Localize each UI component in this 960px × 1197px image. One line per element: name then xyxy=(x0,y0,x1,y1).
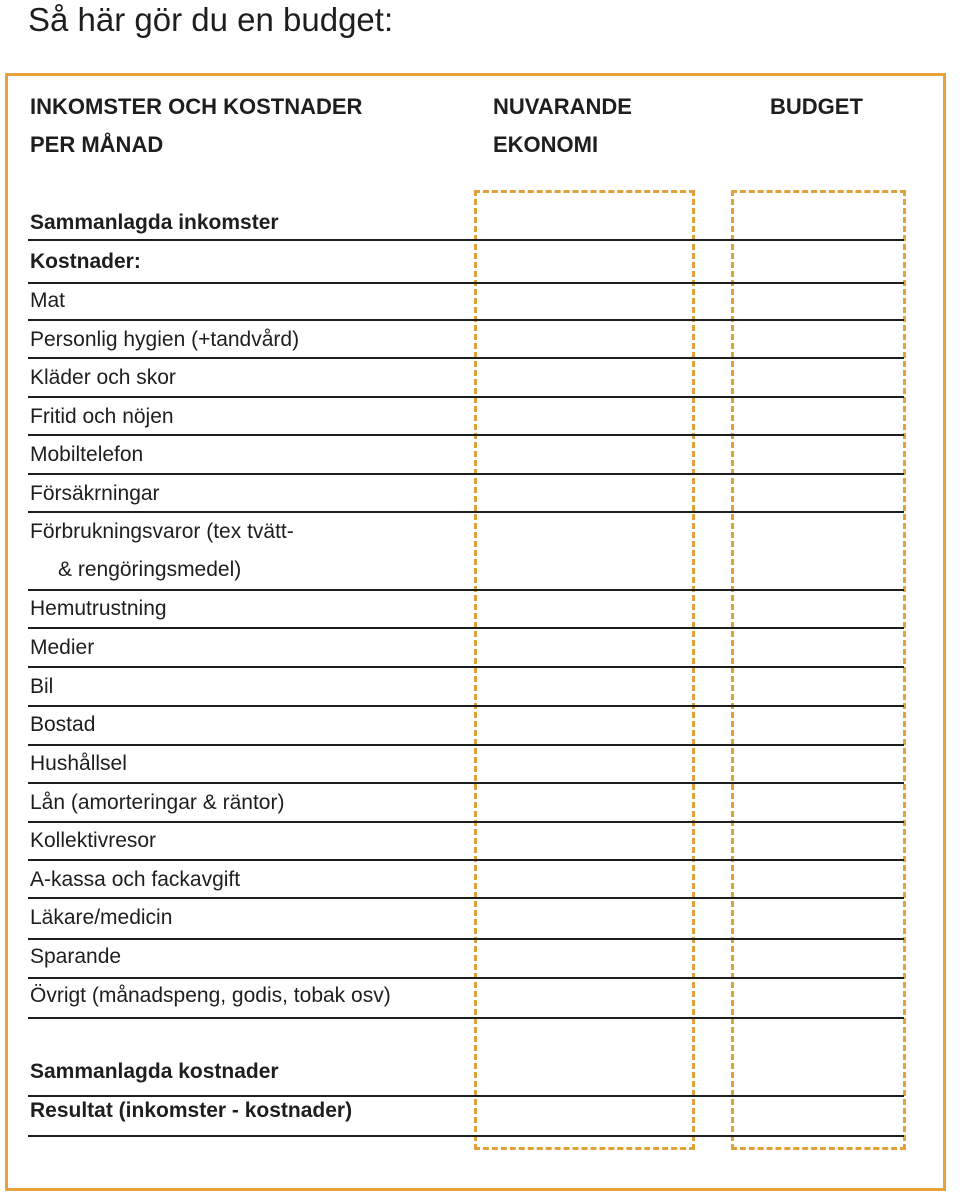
row-divider xyxy=(28,666,904,668)
header-current-line1: NUVARANDE xyxy=(493,94,632,119)
row-union-fees: A-kassa och fackavgift xyxy=(30,868,241,891)
row-divider xyxy=(28,282,904,284)
header-category-line2: PER MÅNAD xyxy=(30,132,164,157)
row-divider xyxy=(28,434,904,436)
row-divider xyxy=(28,859,904,861)
row-car: Bil xyxy=(30,675,54,698)
row-divider xyxy=(28,977,904,979)
row-divider xyxy=(28,319,904,321)
row-clothes: Kläder och skor xyxy=(30,366,176,389)
header-budget: BUDGET xyxy=(770,94,863,119)
row-consumables-line1: Förbrukningsvaror (tex tvätt- xyxy=(30,520,294,543)
row-mobile: Mobiltelefon xyxy=(30,443,144,466)
header-category xyxy=(30,88,362,164)
row-media: Medier xyxy=(30,636,95,659)
row-divider xyxy=(28,627,904,629)
row-total-costs: Sammanlagda kostnader xyxy=(30,1060,279,1083)
row-divider xyxy=(28,473,904,475)
row-food: Mat xyxy=(30,289,66,312)
page-title: Så här gör du en budget: xyxy=(28,1,394,38)
row-total-income: Sammanlagda inkomster xyxy=(30,211,279,234)
current-economy-column[interactable] xyxy=(474,190,695,1150)
row-divider xyxy=(28,705,904,707)
row-divider xyxy=(28,821,904,823)
row-costs-heading: Kostnader: xyxy=(30,250,141,273)
row-divider xyxy=(28,589,904,591)
row-divider xyxy=(28,1017,904,1019)
row-medical: Läkare/medicin xyxy=(30,906,173,929)
row-divider xyxy=(28,396,904,398)
row-divider xyxy=(28,1135,904,1137)
row-hygiene: Personlig hygien (+tandvård) xyxy=(30,328,300,351)
budget-column[interactable] xyxy=(731,190,906,1150)
header-current-line2: EKONOMI xyxy=(493,132,599,157)
row-divider xyxy=(28,782,904,784)
row-consumables xyxy=(30,513,294,589)
row-loans: Lån (amorteringar & räntor) xyxy=(30,791,285,814)
row-public-transport: Kollektivresor xyxy=(30,829,157,852)
row-savings: Sparande xyxy=(30,945,122,968)
row-housing: Bostad xyxy=(30,713,96,736)
row-divider xyxy=(28,239,904,241)
row-divider xyxy=(28,938,904,940)
row-household-electricity: Hushållsel xyxy=(30,752,127,775)
row-consumables-line2: & rengöringsmedel) xyxy=(58,558,242,581)
row-leisure: Fritid och nöjen xyxy=(30,405,174,428)
header-category-line1: INKOMSTER OCH KOSTNADER xyxy=(30,94,363,119)
row-divider xyxy=(28,744,904,746)
row-other: Övrigt (månadspeng, godis, tobak osv) xyxy=(30,984,391,1007)
row-divider xyxy=(28,897,904,899)
row-divider xyxy=(28,1095,904,1097)
row-home-equipment: Hemutrustning xyxy=(30,597,167,620)
row-insurance: Försäkrningar xyxy=(30,482,160,505)
row-divider xyxy=(28,357,904,359)
header-current-economy xyxy=(493,88,632,164)
row-result: Resultat (inkomster - kostnader) xyxy=(30,1099,353,1122)
